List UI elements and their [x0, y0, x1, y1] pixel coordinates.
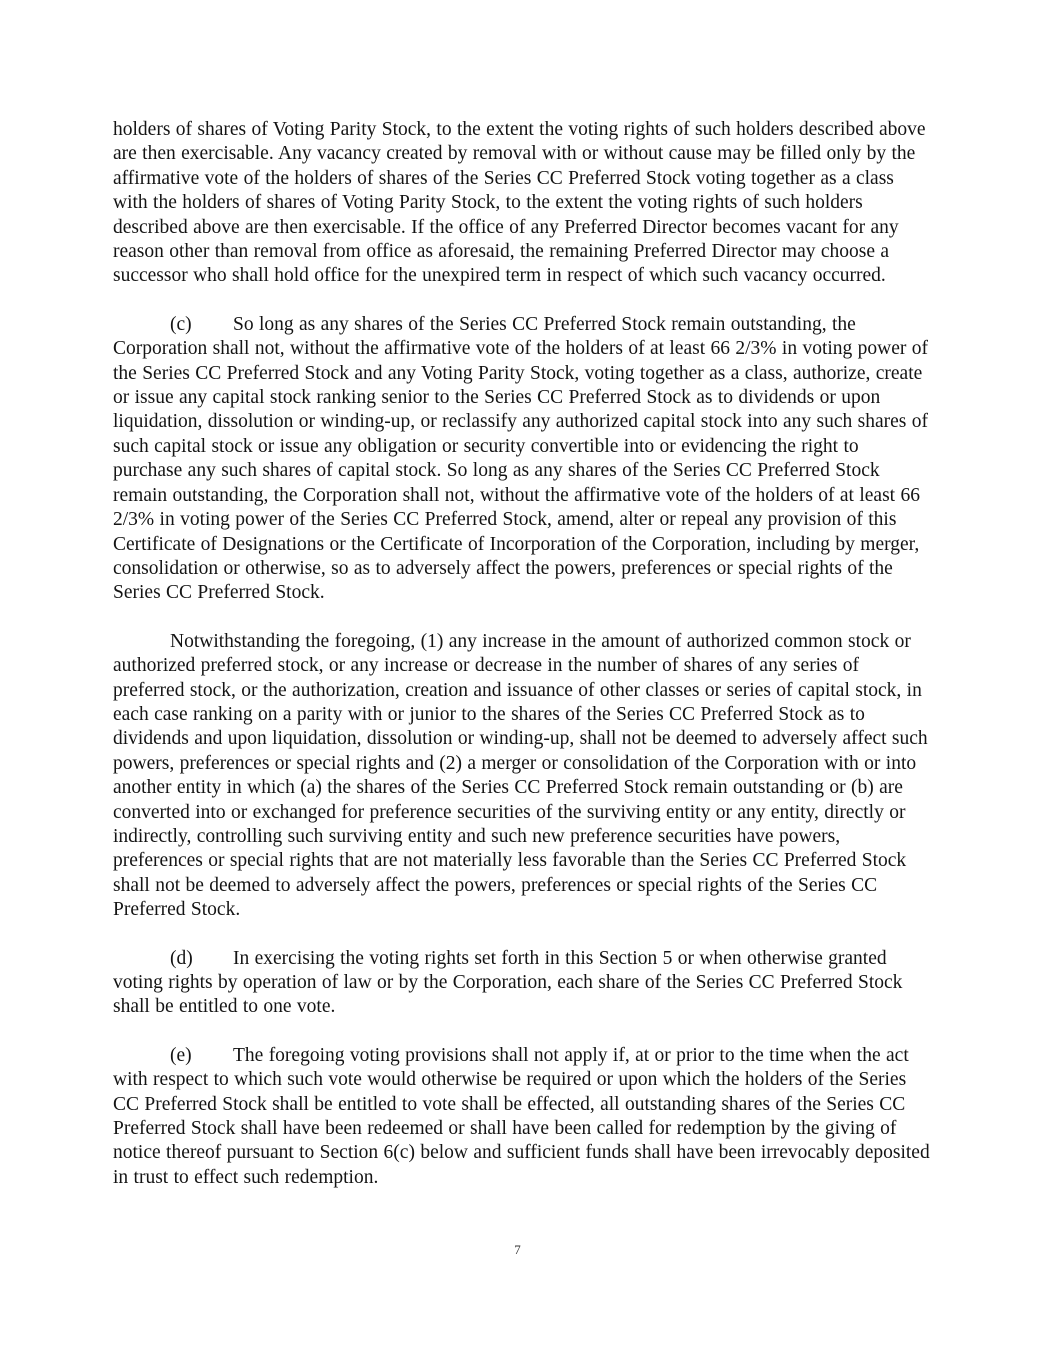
paragraph-text: In exercising the voting rights set forth in this Section 5 or when otherwise granted voting rights by operation of law or by the Corporation, each share of the Series CC Preferred Stock shall be entitled to one vote.	[113, 947, 903, 1018]
paragraph-label: (d)	[170, 947, 193, 969]
paragraph-label: (e)	[170, 1044, 192, 1066]
paragraph-text: Notwithstanding the foregoing, (1) any increase in the amount of authorized common stock or authorized preferred stock, or any increase or decrease in the number of shares of any series of preferred stock, or the authorization, creation and issuance of other classes or series of capital stock, in each case ranking on a parity with or junior to the shares of the Series CC Preferred Stock as to dividends and upon liquidation, dissolution or winding-up, shall not be deemed to adversely affect such powers, preferences or special rights and (2) a merger or consolidation of the Corporation with or into another entity in which (a) the shares of the Series CC Preferred Stock remain outstanding or (b) are converted into or exchanged for preference securities of the surviving entity or any entity, directly or indirectly, controlling such surviving entity and such new preference securities have powers, preferences or special rights that are not materially less favorable than the Series CC Preferred Stock shall not be deemed to adversely affect the powers, preferences or special rights of the Series CC Preferred Stock.	[113, 630, 928, 921]
paragraph-notwithstanding	[113, 630, 933, 923]
paragraph-text: So long as any shares of the Series CC Preferred Stock remain outstanding, the Corporation shall not, without the affirmative vote of the holders of at least 66 2/3% in voting power of the Series CC Preferred Stock and any Voting Parity Stock, voting together as a class, authorize, create or issue any capital stock ranking senior to the Series CC Preferred Stock as to dividends or upon liquidation, dissolution or winding-up, or reclassify any authorized capital stock into any such shares of such capital stock or issue any obligation or security convertible into or evidencing the right to purchase any such shares of capital stock. So long as any shares of the Series CC Preferred Stock remain outstanding, the Corporation shall not, without the affirmative vote of the holders of at least 66 2/3% in voting power of the Series CC Preferred Stock, amend, alter or repeal any provision of this Certificate of Designations or the Certificate of Incorporation of the Corporation, including by merger, consolidation or otherwise, so as to adversely affect the powers, preferences or special rights of the Series CC Preferred Stock.	[113, 313, 929, 604]
paragraph-label: (c)	[170, 313, 192, 335]
paragraph-c	[113, 313, 933, 606]
document-body	[113, 118, 933, 1190]
page-number: 7	[514, 1242, 521, 1257]
paragraph-text: holders of shares of Voting Parity Stock, to the extent the voting rights of such holders described above are then exercisable. Any vacancy created by removal with or without cause may be filled only by the affirmative vote of the holders of shares of the Series CC Preferred Stock voting together as a class with the holders of shares of Voting Parity Stock, to the extent the voting rights of such holders described above are then exercisable. If the office of any Preferred Director becomes vacant for any reason other than removal from office as aforesaid, the remaining Preferred Director may choose a successor who shall hold office for the unexpired term in respect of which such vacancy occurred.	[113, 119, 926, 287]
paragraph-text: The foregoing voting provisions shall not apply if, at or prior to the time when the act with respect to which such vote would otherwise be required or upon which the holders of the Series CC Preferred Stock shall be entitled to vote shall be effected, all outstanding shares of the Series CC Preferred Stock shall have been redeemed or shall have been called for redemption by the giving of notice thereof pursuant to Section 6(c) below and sufficient funds shall have been irrevocably deposited in trust to effect such redemption.	[113, 1044, 930, 1188]
paragraph-d	[113, 947, 933, 1020]
paragraph-e	[113, 1044, 933, 1190]
paragraph-continuation	[113, 118, 933, 289]
